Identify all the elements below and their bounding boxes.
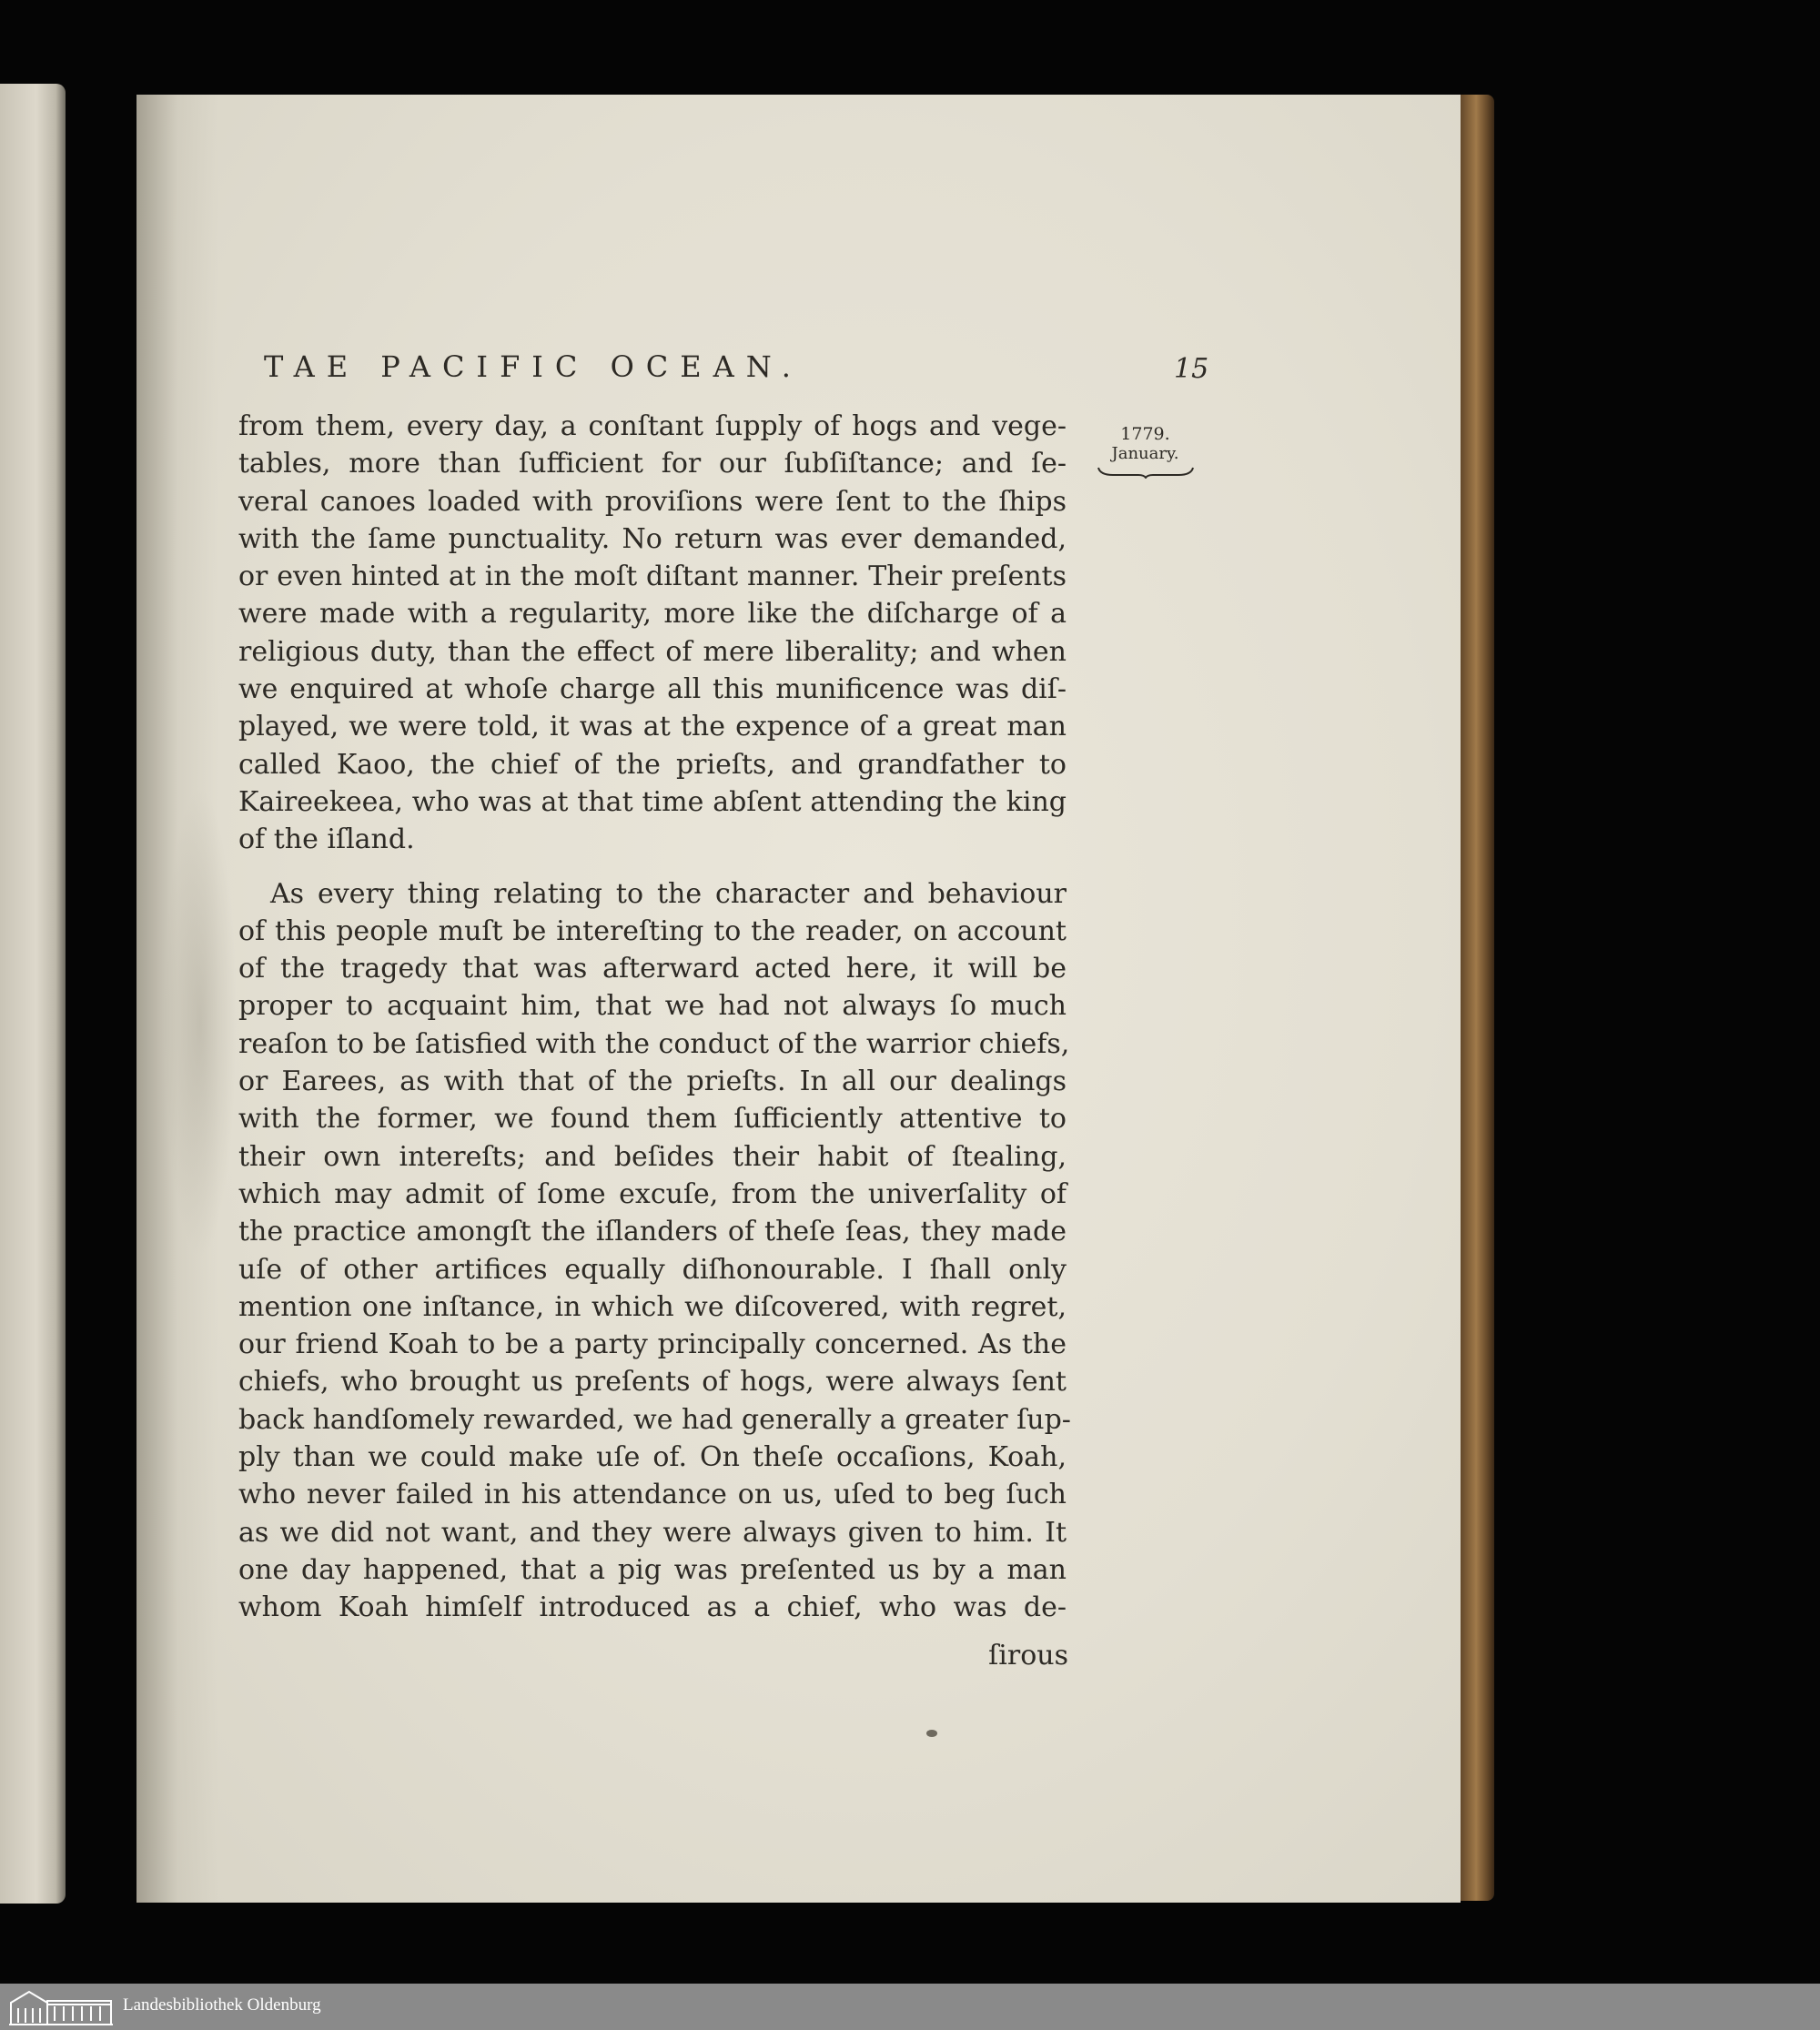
library-building-icon bbox=[7, 1988, 115, 2026]
running-head: TAE PACIFIC OCEAN. bbox=[264, 349, 803, 384]
text-line: played, we were told, it was at the expence of a great man bbox=[238, 711, 1067, 743]
brace-icon bbox=[1097, 466, 1195, 479]
text-line: their own intereſts; and beſides their habit of ſtealing, bbox=[238, 1140, 1067, 1173]
text-line: from them, every day, a conſtant ſupply of hogs and vege- bbox=[238, 410, 1067, 442]
text-line: one day happened, that a pig was preſented us by a man bbox=[238, 1553, 1067, 1586]
text-line: uſe of other artifices equally diſhonourable. I ſhall only bbox=[238, 1253, 1067, 1286]
paragraph-1 bbox=[238, 408, 1067, 859]
text-line: who never failed in his attendance on us, uſed to beg ſuch bbox=[238, 1479, 1067, 1511]
text-line: reaſon to be ſatisfied with the conduct of the warrior chiefs, bbox=[238, 1027, 1070, 1060]
text-line: or even hinted at in the moſt diſtant manner. Their preſents bbox=[238, 561, 1067, 593]
text-line: with the ſame punctuality. No return was ever demanded, bbox=[238, 522, 1067, 555]
margin-note-month: January. bbox=[1111, 444, 1179, 463]
text-line: of the iſland. bbox=[238, 823, 415, 856]
paragraph-2 bbox=[238, 875, 1071, 1627]
text-line: our friend Koah to be a party principally concerned. As the bbox=[238, 1328, 1067, 1361]
margin-note-year: 1779. bbox=[1120, 424, 1170, 444]
text-line: Kaireekeea, who was at that time abſent attending the king bbox=[238, 785, 1067, 818]
body-text bbox=[238, 408, 1071, 1627]
text-line: of this people muſt be intereſting to the reader, on account bbox=[238, 914, 1067, 947]
text-line: whom Koah himſelf introduced as a chief, who was de- bbox=[238, 1591, 1067, 1624]
text-line: were made with a regularity, more like the diſcharge of a bbox=[238, 598, 1067, 631]
text-line: back handſomely rewarded, we had generally a greater ſup- bbox=[238, 1403, 1071, 1436]
text-line: ply than we could make uſe of. On theſe occaſions, Koah, bbox=[238, 1441, 1067, 1474]
catchword: ſirous bbox=[988, 1640, 1068, 1671]
footer-bar bbox=[0, 1984, 1820, 2030]
text-line: proper to acquaint him, that we had not always ſo much bbox=[238, 990, 1067, 1023]
previous-page-edge bbox=[0, 84, 66, 1904]
text-line: or Earees, as with that of the prieſts. In all our dealings bbox=[238, 1065, 1067, 1098]
text-line: mention one inſtance, in which we diſcovered, with regret, bbox=[238, 1290, 1067, 1323]
text-line: veral canoes loaded with proviſions were ſent to the ſhips bbox=[238, 485, 1067, 518]
text-line: religious duty, than the effect of mere liberality; and when bbox=[238, 635, 1067, 668]
text-line: the practice amongſt the iſlanders of theſe ſeas, they made bbox=[238, 1216, 1067, 1248]
text-line: we enquired at whoſe charge all this munificence was diſ- bbox=[238, 673, 1067, 706]
text-line: called Kaoo, the chief of the prieſts, and grandfather to bbox=[238, 748, 1067, 781]
text-line: as we did not want, and they were always given to him. It bbox=[238, 1516, 1067, 1549]
text-line: chiefs, who brought us preſents of hogs, were always ſent bbox=[238, 1366, 1067, 1399]
page-number: 15 bbox=[1174, 353, 1209, 385]
page-stain bbox=[164, 786, 237, 1259]
text-line: which may admit of ſome excuſe, from the univerſality of bbox=[238, 1177, 1067, 1210]
text-line: of the tragedy that was afterward acted here, it will be bbox=[238, 953, 1067, 985]
footer-library-label: Landesbibliothek Oldenburg bbox=[123, 1995, 321, 2015]
text-line: As every thing relating to the character and behaviour bbox=[270, 877, 1067, 910]
margin-note bbox=[1088, 424, 1202, 479]
paper-speck bbox=[926, 1730, 937, 1737]
text-line: tables, more than ſufficient for our ſubſiſtance; and ſe- bbox=[238, 448, 1067, 480]
text-line: with the former, we found them ſufficiently attentive to bbox=[238, 1103, 1067, 1136]
